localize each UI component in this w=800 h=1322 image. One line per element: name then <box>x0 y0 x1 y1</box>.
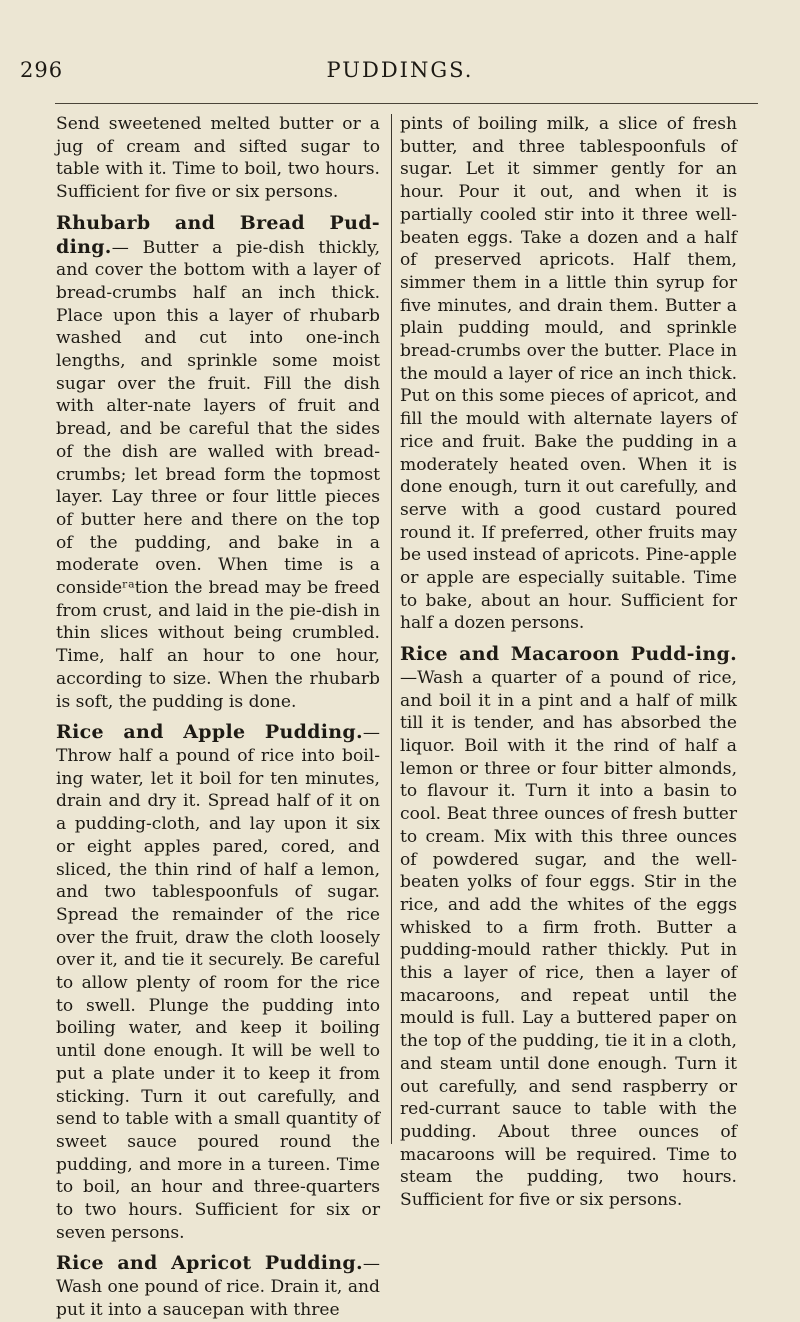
recipe-rhubarb <box>56 212 380 713</box>
header-rule <box>55 103 758 104</box>
recipe-heading-rhubarb: Rhubarb and Bread Pud-ding. <box>56 211 380 258</box>
recipe-heading-rice-apricot: Rice and Apricot Pudding. <box>56 1252 363 1275</box>
recipe-body-rice-apricot: —Wash one pound of rice. Drain it, and put it into a saucepan with three <box>56 1254 380 1320</box>
recipe-rice-apricot <box>56 1252 380 1321</box>
column-divider <box>391 114 392 1144</box>
running-title: PUDDINGS. <box>326 58 474 82</box>
continued-paragraph: Send sweetened melted butter or a jug of cream and sifted sugar to table with it. Time to boil, two hours. Sufficient for five or six persons. <box>56 114 380 203</box>
recipe-heading-rice-macaroon: Rice and Macaroon Pudd-ing. <box>400 643 737 666</box>
recipe-rice-macaroon <box>400 643 737 1212</box>
recipe-body-rice-apple: — Throw half a pound of rice into boil-ing water, let it boil for ten minutes, drain and dry it. Spread half of it on a pudding-cloth, and lay upon it six or eight apples pared, cored, and sliced, the thin rind of half a lemon, and two tablespoonfuls of sugar. Spread the remainder of the rice over the fruit, draw the cloth loosely over it, and tie it securely. Be careful to allow plenty of room for the rice to swell. Plunge the pudding into boiling water, and keep it boiling until done enough. It will be well to put a plate under it to keep it from sticking. Turn it out carefully, and send to table with a small quantity of sweet sauce poured round the pudding, and more in a tureen. Time to boil, an hour and three-quarters to two hours. Sufficient for six or seven persons. <box>56 723 380 1243</box>
recipe-body-rhubarb: — Butter a pie-dish thickly, and cover the bottom with a layer of bread-crumbs half an inch thick. Place upon this a layer of rhubarb washed and cut into one-inch lengths, and sprinkle some moist sugar over the fruit. Fill the dish with alter-nate layers of fruit and bread, and be careful that the sides of the dish are walled with bread-crumbs; let bread form the topmost layer. Lay three or four little pieces of butter here and there on the top of the pudding, and bake in a moderate oven. When time is a consideʳᵃtion the bread may be freed from crust, and laid in the pie-dish in thin slices without being crumbled. Time, half an hour to one hour, according to size. When the rhubarb is soft, the pudding is done. <box>56 237 380 712</box>
recipe-heading-rice-apple: Rice and Apple Pudding. <box>56 721 363 744</box>
recipe-body-rice-macaroon: —Wash a quarter of a pound of rice, and boil it in a pint and a half of milk till it is tender, and has absorbed the liquor. Boil with it the rind of half a lemon or three or four bitter almonds, to flavour it. Turn it into a basin to cool. Beat three ounces of fresh butter to cream. Mix with this three ounces of powdered sugar, and the well-beaten yolks of four eggs. Stir in the rice, and add the whites of the eggs whisked to a firm froth. Butter a pudding-mould rather thickly. Put in this a layer of rice, then a layer of macaroons, and repeat until the mould is full. Lay a buttered paper on the top of the pudding, tie it in a cloth, and steam until done enough. Turn it out carefully, and send raspberry or red-currant sauce to table with the pudding. About three ounces of macaroons will be required. Time to steam the pudding, two hours. Sufficient for five or six persons. <box>400 667 737 1211</box>
right-column <box>400 113 737 1253</box>
page-header <box>0 58 800 88</box>
left-column <box>56 113 380 1320</box>
recipe-rice-apple <box>56 721 380 1244</box>
page-number: 296 <box>20 58 64 82</box>
recipe-body-rice-apricot-continued: pints of boiling milk, a slice of fresh butter, and three tablespoonfuls of sugar. Let it simmer gently for an hour. Pour it out, and when it is partially cooled stir into it three well-beaten eggs. Take a dozen and a half of preserved apricots. Half them, simmer them in a little thin syrup for five minutes, and drain them. Butter a plain pudding mould, and sprinkle bread-crumbs over the butter. Place in the mould a layer of rice an inch thick. Put on this some pieces of apricot, and fill the mould with alternate layers of rice and fruit. Bake the pudding in a moderately heated oven. When it is done enough, turn it out carefully, and serve with a good custard poured round it. If preferred, other fruits may be used instead of apricots. Pine-apple or apple are especially suitable. Time to bake, about an hour. Sufficient for half a dozen persons. <box>400 114 737 634</box>
